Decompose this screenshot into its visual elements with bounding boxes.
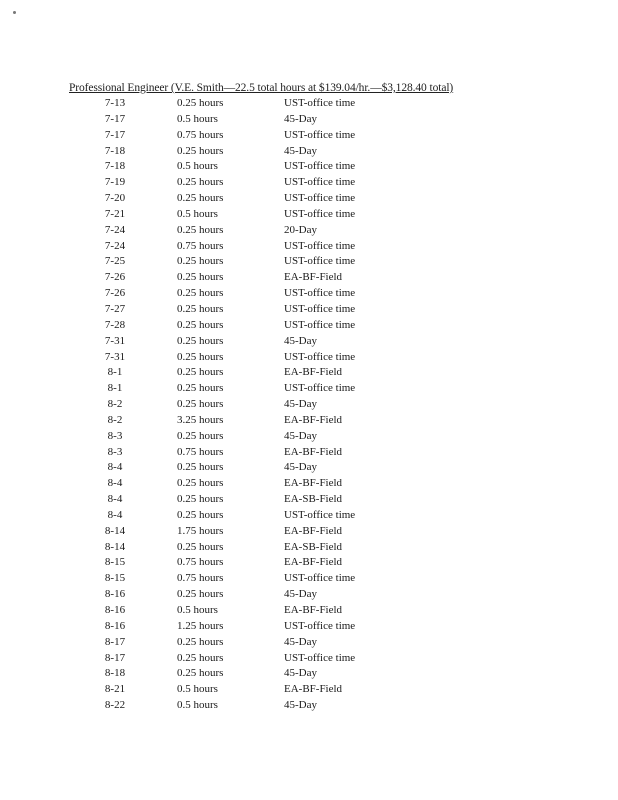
entry-hours: 0.75 hours xyxy=(177,445,224,458)
time-entry-row xyxy=(0,508,618,524)
time-entry-row xyxy=(0,429,618,445)
entry-hours: 0.75 hours xyxy=(177,239,224,252)
entry-date: 7-20 xyxy=(104,192,126,205)
time-entry-row xyxy=(0,603,618,619)
time-entry-row xyxy=(0,698,618,714)
entry-task: UST-office time xyxy=(284,382,356,395)
entry-hours: 0.25 hours xyxy=(177,318,224,331)
time-entry-row xyxy=(0,334,618,350)
entry-hours: 3.25 hours xyxy=(177,413,224,426)
time-entry-row xyxy=(0,191,618,207)
entry-task: 45-Day xyxy=(284,398,317,411)
entry-task: UST-office time xyxy=(284,128,356,141)
entry-hours: 0.25 hours xyxy=(177,223,224,236)
entry-task: UST-office time xyxy=(284,207,356,220)
entry-hours: 0.25 hours xyxy=(177,429,224,442)
time-entry-row xyxy=(0,682,618,698)
entry-date: 7-27 xyxy=(104,302,126,315)
time-entry-row xyxy=(0,286,618,302)
entry-date: 7-25 xyxy=(104,255,126,268)
entry-task: 45-Day xyxy=(284,144,317,157)
entry-date: 8-3 xyxy=(107,429,123,442)
time-entry-row xyxy=(0,159,618,175)
entry-task: 45-Day xyxy=(284,699,317,712)
time-entry-row xyxy=(0,587,618,603)
entry-task: EA-BF-Field xyxy=(284,271,343,284)
time-entry-row xyxy=(0,397,618,413)
entry-task: UST-office time xyxy=(284,619,356,632)
entry-date: 8-16 xyxy=(104,588,126,601)
entry-hours: 0.5 hours xyxy=(177,604,218,616)
entry-hours: 0.25 hours xyxy=(177,493,224,506)
time-entry-row xyxy=(0,239,618,255)
entry-hours: 0.5 hours xyxy=(177,699,218,712)
entry-hours: 0.5 hours xyxy=(177,112,218,125)
entry-task: UST-office time xyxy=(284,239,356,252)
time-entry-row xyxy=(0,413,618,429)
entry-task: UST-office time xyxy=(284,255,356,268)
time-entry-row xyxy=(0,555,618,571)
entry-hours: 0.25 hours xyxy=(177,366,224,379)
entry-hours: 0.75 hours xyxy=(177,572,224,585)
entry-task: UST-office time xyxy=(284,302,356,315)
time-entry-row xyxy=(0,112,618,128)
entry-task: 45-Day xyxy=(284,461,317,474)
time-entry-row xyxy=(0,666,618,682)
entry-task: 45-Day xyxy=(284,112,317,125)
entry-date: 7-17 xyxy=(104,112,126,125)
time-entry-row xyxy=(0,524,618,540)
time-entry-row xyxy=(0,318,618,334)
entry-hours: 0.25 hours xyxy=(177,144,224,157)
time-entry-row xyxy=(0,223,618,239)
entry-task: EA-BF-Field xyxy=(284,477,343,490)
entry-date: 8-14 xyxy=(104,540,126,553)
section-heading: Professional Engineer (V.E. Smith—22.5 total hours at $139.04/hr.—$3,128.40 total) xyxy=(69,82,454,94)
entry-date: 7-26 xyxy=(104,287,126,300)
entry-task: UST-office time xyxy=(284,508,356,521)
entry-task: UST-office time xyxy=(284,318,356,331)
entry-task: UST-office time xyxy=(284,176,356,189)
entry-date: 8-16 xyxy=(104,604,126,616)
time-entry-row xyxy=(0,144,618,160)
entry-date: 8-1 xyxy=(107,382,123,395)
entry-date: 8-15 xyxy=(104,572,126,585)
entry-task: 45-Day xyxy=(284,429,317,442)
entry-date: 7-31 xyxy=(104,334,126,347)
entry-hours: 0.25 hours xyxy=(177,97,224,109)
entry-date: 7-31 xyxy=(104,350,126,363)
entry-date: 8-2 xyxy=(107,398,123,411)
entry-task: EA-BF-Field xyxy=(284,604,343,616)
time-entry-row xyxy=(0,302,618,318)
entry-task: 45-Day xyxy=(284,635,317,648)
time-entry-row xyxy=(0,207,618,223)
time-entry-row xyxy=(0,492,618,508)
entry-date: 8-18 xyxy=(104,667,126,680)
entry-date: 8-22 xyxy=(104,699,126,712)
time-entry-row xyxy=(0,540,618,556)
entry-hours: 0.25 hours xyxy=(177,350,224,363)
entry-hours: 0.25 hours xyxy=(177,302,224,315)
entry-task: UST-office time xyxy=(284,651,356,664)
time-entry-row xyxy=(0,254,618,270)
entry-task: 45-Day xyxy=(284,334,317,347)
entry-hours: 0.25 hours xyxy=(177,477,224,490)
entry-hours: 0.25 hours xyxy=(177,588,224,601)
entry-hours: 0.5 hours xyxy=(177,683,218,696)
entry-hours: 1.75 hours xyxy=(177,524,224,537)
entry-date: 7-18 xyxy=(104,144,126,157)
time-entry-row xyxy=(0,460,618,476)
entry-date: 7-24 xyxy=(104,239,126,252)
entry-hours: 0.75 hours xyxy=(177,556,224,569)
entry-task: UST-office time xyxy=(284,287,356,300)
entry-date: 8-4 xyxy=(107,508,123,521)
time-entry-row xyxy=(0,635,618,651)
time-entry-row xyxy=(0,445,618,461)
entry-task: UST-office time xyxy=(284,160,356,173)
entry-hours: 0.75 hours xyxy=(177,128,224,141)
entry-hours: 0.25 hours xyxy=(177,271,224,284)
time-entry-row xyxy=(0,270,618,286)
entry-task: EA-BF-Field xyxy=(284,366,343,379)
entry-hours: 0.25 hours xyxy=(177,255,224,268)
entry-date: 8-17 xyxy=(104,651,126,664)
entry-task: 20-Day xyxy=(284,223,317,236)
entry-hours: 0.25 hours xyxy=(177,461,224,474)
time-entry-row xyxy=(0,476,618,492)
entry-task: 45-Day xyxy=(284,667,317,680)
entry-hours: 1.25 hours xyxy=(177,619,224,632)
time-entry-row xyxy=(0,381,618,397)
entry-date: 8-4 xyxy=(107,477,123,490)
entry-hours: 0.25 hours xyxy=(177,176,224,189)
time-entry-row xyxy=(0,571,618,587)
entry-task: EA-BF-Field xyxy=(284,556,343,569)
time-entry-row xyxy=(0,651,618,667)
entry-task: EA-SB-Field xyxy=(284,493,343,506)
entry-task: EA-BF-Field xyxy=(284,683,343,696)
entry-date: 7-17 xyxy=(104,128,126,141)
entry-task: EA-SB-Field xyxy=(284,540,343,553)
entry-date: 7-13 xyxy=(104,97,126,109)
entry-hours: 0.5 hours xyxy=(177,160,218,173)
entry-hours: 0.25 hours xyxy=(177,382,224,395)
entry-hours: 0.25 hours xyxy=(177,635,224,648)
entry-task: UST-office time xyxy=(284,97,356,109)
entry-date: 7-26 xyxy=(104,271,126,284)
entry-hours: 0.25 hours xyxy=(177,192,224,205)
entry-hours: 0.25 hours xyxy=(177,398,224,411)
time-entry-row xyxy=(0,619,618,635)
entry-task: UST-office time xyxy=(284,350,356,363)
entry-date: 8-16 xyxy=(104,619,126,632)
entry-hours: 0.25 hours xyxy=(177,287,224,300)
entry-hours: 0.25 hours xyxy=(177,508,224,521)
entry-date: 7-19 xyxy=(104,176,126,189)
entry-date: 7-18 xyxy=(104,160,126,173)
entry-date: 8-2 xyxy=(107,413,123,426)
entry-date: 8-17 xyxy=(104,635,126,648)
time-entry-row xyxy=(0,96,618,112)
entry-hours: 0.25 hours xyxy=(177,540,224,553)
entry-task: UST-office time xyxy=(284,192,356,205)
entry-date: 7-28 xyxy=(104,318,126,331)
entry-hours: 0.25 hours xyxy=(177,334,224,347)
entry-hours: 0.25 hours xyxy=(177,651,224,664)
entry-date: 8-14 xyxy=(104,524,126,537)
time-entry-row xyxy=(0,128,618,144)
entry-date: 8-4 xyxy=(107,493,123,506)
time-entry-row xyxy=(0,175,618,191)
entry-task: UST-office time xyxy=(284,572,356,585)
entry-date: 8-1 xyxy=(107,366,123,379)
entry-hours: 0.5 hours xyxy=(177,207,218,220)
time-entry-row xyxy=(0,350,618,366)
scan-speck xyxy=(13,11,16,14)
entry-date: 7-24 xyxy=(104,223,126,236)
entry-date: 8-21 xyxy=(104,683,126,696)
entry-task: EA-BF-Field xyxy=(284,445,343,458)
entry-date: 8-3 xyxy=(107,445,123,458)
entry-task: 45-Day xyxy=(284,588,317,601)
entry-task: EA-BF-Field xyxy=(284,524,343,537)
entry-date: 7-21 xyxy=(104,207,126,220)
entry-hours: 0.25 hours xyxy=(177,667,224,680)
time-entry-row xyxy=(0,365,618,381)
entry-date: 8-4 xyxy=(107,461,123,474)
entry-date: 8-15 xyxy=(104,556,126,569)
entry-task: EA-BF-Field xyxy=(284,413,343,426)
time-entries-list xyxy=(0,96,618,714)
